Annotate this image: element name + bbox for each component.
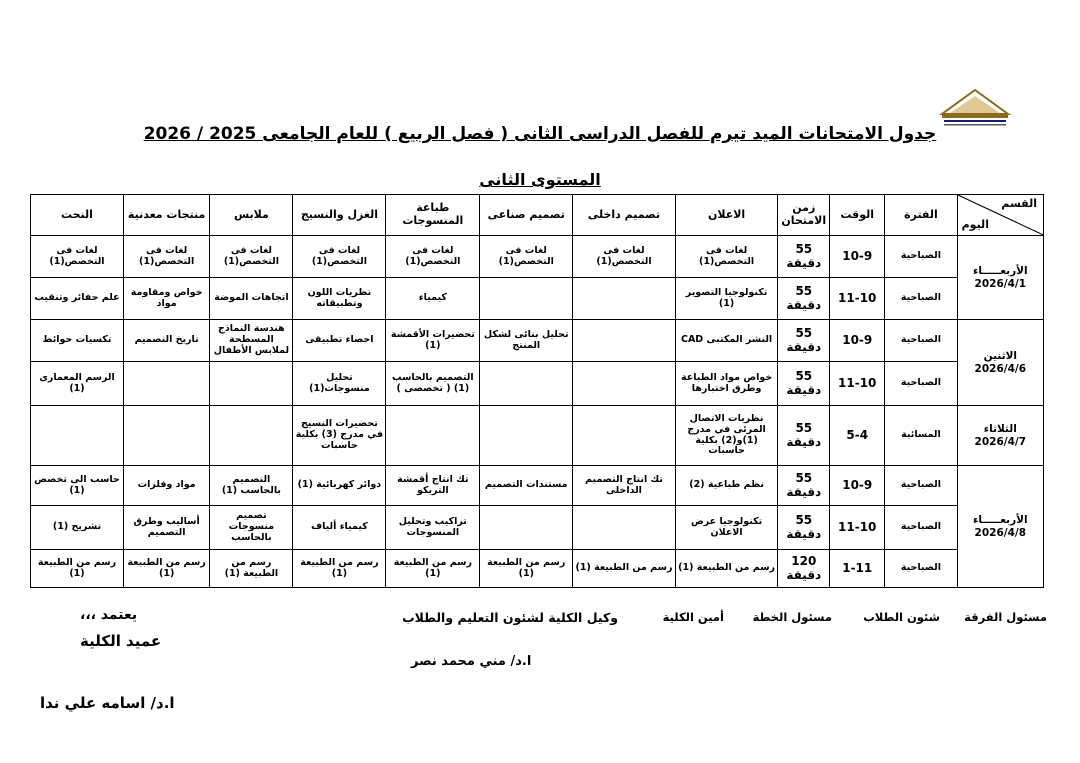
time-header: الوقت — [830, 195, 885, 236]
table-row — [31, 320, 1044, 362]
time-cell: 11-10 — [830, 278, 885, 320]
exam-cell: علم حفائر وتنقيب — [31, 278, 124, 320]
time-cell: 11-10 — [830, 506, 885, 550]
level-subtitle: المستوى الثانى — [479, 170, 601, 189]
exam-cell: تشريح (1) — [31, 506, 124, 550]
table-row — [31, 236, 1044, 278]
duration-cell: 55 دقيقة — [778, 506, 830, 550]
exam-cell: رسم من الطبيعة (1) — [573, 550, 676, 588]
exam-cell: هندسة النماذج المسطحة لملابس الأطفال — [210, 320, 293, 362]
period-cell: الصباحية — [885, 320, 957, 362]
exam-cell: دوائر كهربائية (1) — [293, 466, 386, 506]
exam-cell: كيمياء ألياف — [293, 506, 386, 550]
page-title: جدول الامتحانات الميد تيرم للفصل الدراسى الثانى ( فصل الربيع ) للعام الجامعى 2025 / 2026 — [143, 124, 937, 144]
exam-cell — [573, 406, 676, 466]
exam-cell: رسم من الطبيعة (1) — [123, 550, 209, 588]
exam-cell: خواص ومقاومة مواد — [123, 278, 209, 320]
exam-cell: تك انتاج التصميم الداخلى — [573, 466, 676, 506]
time-cell: 10-9 — [830, 320, 885, 362]
table-row — [31, 362, 1044, 406]
dean-title: عميد الكلية — [80, 632, 162, 650]
exam-cell: رسم من الطبيعة (1) — [210, 550, 293, 588]
exam-cell: تحضيرات النسيج في مدرج (3) بكلية حاسبات — [293, 406, 386, 466]
table-header-row — [31, 195, 1044, 236]
duration-cell: 120 دقيقة — [778, 550, 830, 588]
vice-dean-name: ا.د/ مني محمد نصر — [411, 654, 532, 669]
exam-cell — [480, 362, 573, 406]
dept-day-header-cell — [957, 195, 1043, 236]
exam-cell: التصميم بالحاسب (1) ( تخصصى ) — [386, 362, 480, 406]
exam-cell: تكسيات حوائط — [31, 320, 124, 362]
period-cell: الصباحية — [885, 278, 957, 320]
period-cell: المسائية — [885, 406, 957, 466]
exam-cell: لغات فى التخصص(1) — [31, 236, 124, 278]
day-cell: الأربعـــــاء 2026/4/8 — [957, 466, 1043, 588]
exam-cell: نظم طباعية (2) — [675, 466, 778, 506]
exam-cell — [573, 362, 676, 406]
time-cell: 10-9 — [830, 466, 885, 506]
exam-cell: مستندات التصميم — [480, 466, 573, 506]
table-row — [31, 550, 1044, 588]
vice-dean-label: وكيل الكلية لشئون التعليم والطلاب — [402, 610, 618, 625]
day-cell: الثلاثاء 2026/4/7 — [957, 406, 1043, 466]
exam-cell: النشر المكتبى CAD — [675, 320, 778, 362]
exam-cell: خواص مواد الطباعة وطرق اختبارها — [675, 362, 778, 406]
exam-cell: لغات فى التخصص(1) — [386, 236, 480, 278]
duration-header: زمن الامتحان — [778, 195, 830, 236]
exam-cell: لغات فى التخصص(1) — [573, 236, 676, 278]
plan-officer-label: مسئول الخطة — [752, 610, 832, 624]
exam-cell: التصميم بالحاسب (1) — [210, 466, 293, 506]
table-row — [31, 466, 1044, 506]
day-label: اليوم — [961, 218, 989, 232]
exam-cell: مواد وفلزات — [123, 466, 209, 506]
dean-name: ا.د/ اسامه علي ندا — [40, 694, 175, 712]
exam-cell — [480, 278, 573, 320]
exam-cell: لغات فى التخصص(1) — [210, 236, 293, 278]
dept-header: الغزل والنسيج — [293, 195, 386, 236]
level-officer-label: مسئول الفرقة — [964, 610, 1047, 624]
period-cell: الصباحية — [885, 362, 957, 406]
exam-cell: كيمياء — [386, 278, 480, 320]
exam-cell: تحليل بنائى لشكل المنتج — [480, 320, 573, 362]
exam-cell: تحليل منسوجات(1) — [293, 362, 386, 406]
exam-cell — [573, 506, 676, 550]
duration-cell: 55 دقيقة — [778, 466, 830, 506]
exam-cell: لغات فى التخصص(1) — [480, 236, 573, 278]
exam-cell — [31, 406, 124, 466]
exam-cell: رسم من الطبيعة (1) — [31, 550, 124, 588]
exam-cell: رسم من الطبيعة (1) — [386, 550, 480, 588]
exam-cell: الرسم المعمارى (1) — [31, 362, 124, 406]
dept-header: تصميم صناعى — [480, 195, 573, 236]
exam-cell: أساليب وطرق التصميم — [123, 506, 209, 550]
day-cell: الأربعـــــاء 2026/4/1 — [957, 236, 1043, 320]
time-cell: 11-10 — [830, 362, 885, 406]
day-cell: الاثنين 2026/4/6 — [957, 320, 1043, 406]
exam-cell: تاريخ التصميم — [123, 320, 209, 362]
exam-cell: رسم من الطبيعة (1) — [480, 550, 573, 588]
exam-cell: اتجاهات الموضة — [210, 278, 293, 320]
student-affairs-label: شئون الطلاب — [863, 610, 940, 624]
period-cell: الصباحية — [885, 466, 957, 506]
dept-label: القسم — [1001, 197, 1037, 210]
exam-cell: تك انتاج أقمشة التريكو — [386, 466, 480, 506]
exam-cell: احصاء تطبيقى — [293, 320, 386, 362]
dept-header: طباعة المنسوجات — [386, 195, 480, 236]
approve-label: يعتمد ،،، — [80, 607, 138, 623]
exam-cell: نظريات اللون وتطبيقاته — [293, 278, 386, 320]
exam-cell: رسم من الطبيعة (1) — [293, 550, 386, 588]
exam-cell: تكنولوجيا التصوير (1) — [675, 278, 778, 320]
exam-cell: تكنولوجيا عرض الاعلان — [675, 506, 778, 550]
dept-header: تصميم داخلى — [573, 195, 676, 236]
dept-header: الاعلان — [675, 195, 778, 236]
exam-cell: نظريات الاتصال المرئى في مدرج (1)و(2) بكلية حاسبات — [675, 406, 778, 466]
period-header: الفترة — [885, 195, 957, 236]
dept-header: النحت — [31, 195, 124, 236]
exam-cell — [123, 406, 209, 466]
exam-cell — [210, 406, 293, 466]
exam-cell: حاسب الى تخصص (1) — [31, 466, 124, 506]
exam-cell: تصميم منسوجات بالحاسب — [210, 506, 293, 550]
exam-cell — [573, 278, 676, 320]
time-cell: 10-9 — [830, 236, 885, 278]
exam-cell: لغات فى التخصص(1) — [293, 236, 386, 278]
duration-cell: 55 دقيقة — [778, 236, 830, 278]
period-cell: الصباحية — [885, 550, 957, 588]
time-cell: 1-11 — [830, 550, 885, 588]
exam-cell — [480, 506, 573, 550]
period-cell: الصباحية — [885, 236, 957, 278]
dept-header: منتجات معدنية — [123, 195, 209, 236]
exam-cell: لغات فى التخصص(1) — [675, 236, 778, 278]
duration-cell: 55 دقيقة — [778, 406, 830, 466]
exam-cell: رسم من الطبيعة (1) — [675, 550, 778, 588]
time-cell: 5-4 — [830, 406, 885, 466]
table-row — [31, 278, 1044, 320]
duration-cell: 55 دقيقة — [778, 362, 830, 406]
dept-header: ملابس — [210, 195, 293, 236]
period-cell: الصباحية — [885, 506, 957, 550]
exam-schedule-table — [30, 194, 1044, 588]
exam-cell — [480, 406, 573, 466]
exam-cell: تحضيرات الأقمشة (1) — [386, 320, 480, 362]
table-row — [31, 506, 1044, 550]
exam-cell — [386, 406, 480, 466]
exam-cell — [123, 362, 209, 406]
duration-cell: 55 دقيقة — [778, 320, 830, 362]
exam-cell: تراكيب وتحليل المنسوجات — [386, 506, 480, 550]
table-row — [31, 406, 1044, 466]
exam-cell — [210, 362, 293, 406]
college-secretary-label: أمين الكلية — [662, 610, 724, 624]
exam-cell — [573, 320, 676, 362]
exam-cell: لغات فى التخصص(1) — [123, 236, 209, 278]
duration-cell: 55 دقيقة — [778, 278, 830, 320]
